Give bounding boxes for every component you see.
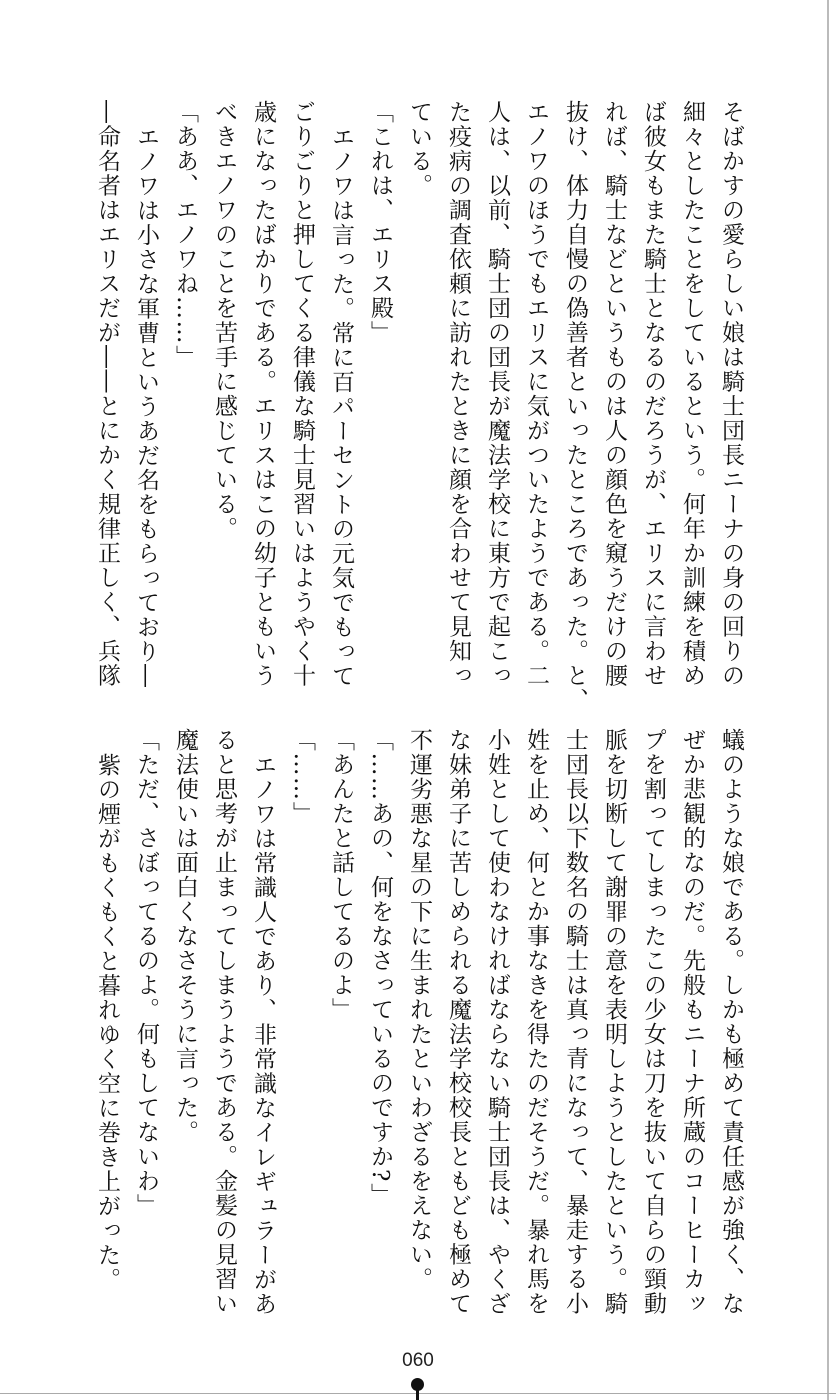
page-number: 060 (402, 1350, 434, 1371)
text-column: 紫の煙がもくもくと暮れゆく空に巻き上がった。 (94, 752, 120, 1292)
text-column: ぜか悲観的なのだ。先般もニーナ所蔵のコーヒーカッ (679, 728, 705, 1316)
text-column: プを割ってしまったこの少女は刀を抜いて自らの頸動 (640, 728, 666, 1316)
text-column: エノワは常識人であり、非常識なイレギュラーがあ (250, 752, 276, 1316)
text-column: べきエノワのことを苦手に感じている。 (211, 100, 237, 541)
page-marker-stem (416, 1389, 419, 1400)
text-column: 「……あの、何をなさっているのですか?」 (367, 728, 393, 1208)
text-column: 人は、以前、騎士団の団長が魔法学校に東方で起こっ (484, 100, 510, 688)
text-column: そばかすの愛らしい娘は騎士団長ニーナの身の回りの (718, 100, 744, 688)
text-column: ごりごりと押してくる律儀な騎士見習いはようやく十 (289, 100, 315, 688)
text-column: エノワは言った。常に百パーセントの元気でもって (328, 124, 354, 688)
text-column: 「ただ、さぼってるのよ。何もしてないわ」 (133, 728, 159, 1218)
text-column: 「これは、エリス殿」 (367, 100, 393, 345)
text-column: 細々としたことをしているという。何年か訓練を積め (679, 100, 705, 688)
upper-text-block (0, 100, 836, 715)
text-column: 脈を切断して謝罪の意を表明しようとしたという。騎 (601, 728, 627, 1316)
text-column: た疫病の調査依頼に訪れたときに顔を合わせて見知っ (445, 100, 471, 688)
text-column: 小姓として使わなければならない騎士団長は、やくざ (484, 728, 510, 1316)
text-column: 歳になったばかりである。エリスはこの幼子ともいう (250, 100, 276, 688)
text-column: 抜け、体力自慢の偽善者といったところであった。と、 (562, 100, 588, 713)
text-column: 「……」 (289, 728, 315, 826)
text-column: 「ああ、エノワね……」 (172, 100, 198, 370)
text-column: 姓を止め、何とか事なきを得たのだそうだ。暴れ馬を (523, 728, 549, 1316)
text-column: ている。 (406, 100, 432, 198)
lower-text-block (0, 728, 836, 1343)
text-column: ば彼女もまた騎士となるのだろうが、エリスに言わせ (640, 100, 666, 688)
text-column: 「あんたと話してるのよ」 (328, 728, 354, 1022)
text-column: ると思考が止まってしまうようである。金髪の見習い (211, 728, 237, 1316)
text-column: 不運劣悪な星の下に生まれたといわざるをえない。 (406, 728, 432, 1292)
text-column: 士団長以下数名の騎士は真っ青になって、暴走する小 (562, 728, 588, 1316)
text-column: な妹弟子に苦しめられる魔法学校校長ともども極めて (445, 728, 471, 1316)
text-column: れば、騎士などというものは人の顔色を窺うだけの腰 (601, 100, 627, 688)
text-column: エノワのほうでもエリスに気がついたようである。二 (523, 100, 549, 688)
text-column: エノワは小さな軍曹というあだ名をもらっており― (133, 124, 159, 688)
text-column: 蟻のような娘である。しかも極めて責任感が強く、な (718, 728, 744, 1316)
text-column: ―命名者はエリスだが――とにかく規律正しく、兵隊 (94, 100, 120, 688)
text-column: 魔法使いは面白くなさそうに言った。 (172, 728, 198, 1145)
